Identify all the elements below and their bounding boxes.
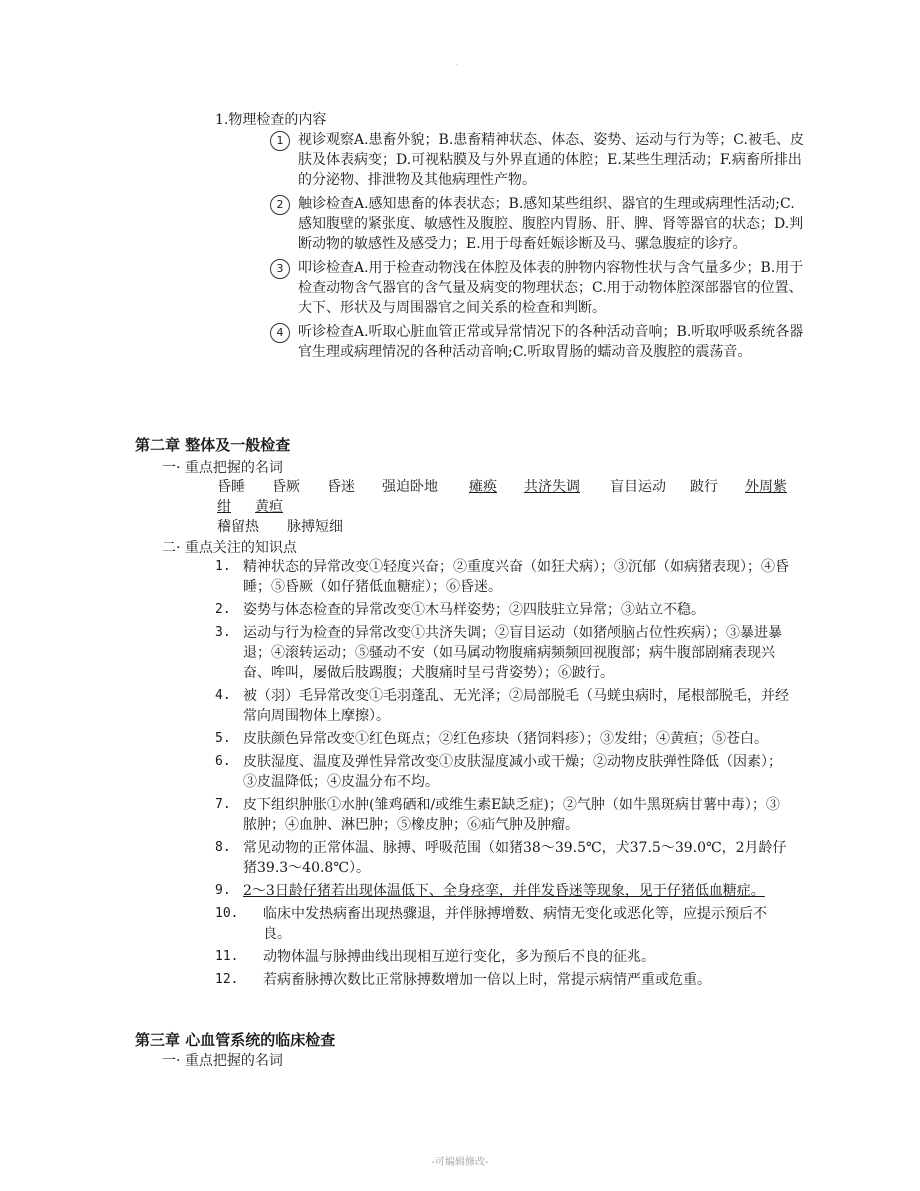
point-number: 8. [215, 840, 231, 855]
point-item [215, 729, 790, 749]
point-number: 11. [215, 949, 239, 964]
list-item-text: 叩诊检查A.用于检查动物浅在体腔及体表的肿物内容物性状与含气量多少；B.用于检查动物含气器官的含气量及病变的物理状态；C.用于动物体腔深部器官的位置、大下、形状及与周围器官之间关系的检查和判断。 [298, 260, 804, 316]
point-text: 皮肤颜色异常改变①红色斑点；②红色疹块（猪饲料疹）；③发绀；④黄疸；⑤苍白。 [243, 731, 768, 747]
point-text: 皮肤湿度、温度及弹性异常改变①皮肤湿度减小或干燥；②动物皮肤弹性降低（因素）；③皮温降低；④皮温分布不均。 [243, 754, 782, 790]
chapter-3-title: 第三章 心血管系统的临床检查 [135, 1031, 336, 1049]
term: 昏厥 [272, 479, 300, 495]
chapter-3-sub-1: 一· 重点把握的名词 [162, 1053, 283, 1069]
point-text: 被（羽）毛异常改变①毛羽蓬乱、无光泽；②局部脱毛（马蜣虫病时，尾根部脱毛，并经常向周围物体上摩擦）。 [243, 688, 789, 724]
list-item-text: 听诊检查A.听取心脏血管正常或异常情况下的各种活动音响；B.听取呼吸系统各器官生理或病理情况的各种活动音响;C.听取胃肠的蠕动音及腹腔的震荡音。 [298, 324, 804, 360]
exam-list [270, 130, 805, 362]
point-text: 临床中发热病畜出现热骤退，并伴脉搏增数、病情无变化或恶化等，应提示预后不良。 [263, 906, 767, 942]
point-item [215, 795, 790, 835]
term: 黄疸 [255, 499, 283, 515]
term: 强迫卧地 [382, 479, 438, 495]
term: 脉搏短细 [287, 519, 343, 535]
point-item [215, 904, 790, 944]
list-item [270, 258, 805, 318]
point-text: 姿势与体态检查的异常改变①木马样姿势；②四肢驻立异常；③站立不稳。 [243, 602, 705, 618]
point-item [215, 686, 790, 726]
list-item-text: 视诊观察A.患畜外貌；B.患畜精神状态、体态、姿势、运动与行为等；C.被毛、皮肤及体表病变；D.可视粘膜及与外界直通的体腔；E.某些生理活动；F.病畜所排出的分泌物、排泄物及其他病理性产物。 [298, 132, 804, 188]
point-item [215, 752, 790, 792]
knowledge-points [215, 557, 790, 993]
circled-number: 1 [270, 131, 290, 151]
term: 昏睡 [217, 479, 245, 495]
list-item [270, 194, 805, 254]
point-number: 2. [215, 602, 231, 617]
term: 稽留热 [217, 519, 259, 535]
point-number: 10. [215, 906, 239, 921]
point-item [215, 623, 790, 683]
point-number: 9. [215, 883, 231, 898]
circled-number: 4 [270, 323, 290, 343]
term: 瘫痪 [469, 479, 497, 495]
point-item [215, 557, 790, 597]
term: 绀 [217, 499, 231, 515]
section-heading: 1.物理检查的内容 [215, 112, 327, 128]
list-item [270, 130, 805, 190]
page-mark: . [455, 58, 458, 67]
point-item [215, 970, 790, 990]
point-number: 6. [215, 754, 231, 769]
term: 昏迷 [327, 479, 355, 495]
chapter-2-sub-1: 一· 重点把握的名词 [162, 460, 283, 476]
page-footer: -可编辑修改- [431, 1157, 489, 1168]
chapter-2-title: 第二章 整体及一般检查 [135, 436, 291, 454]
list-item [270, 322, 805, 362]
point-number: 3. [215, 625, 231, 640]
term: 共济失调 [524, 479, 580, 495]
point-item [215, 881, 790, 901]
chapter-2-sub-2: 二· 重点关注的知识点 [162, 540, 297, 556]
point-number: 5. [215, 731, 231, 746]
point-text: 运动与行为检查的异常改变①共济失调；②盲目运动（如猪颅脑占位性疾病）；③暴进暴退；④滚转运动；⑤骚动不安（如马属动物腹痛病频频回视腹部；病牛腹部剧痛表现兴奋、哞叫，屡做后肢踢腹；犬腹痛时呈弓背姿势）；⑥跛行。 [243, 625, 782, 681]
term: 盲目运动 [610, 479, 666, 495]
term: 外周紫 [745, 479, 787, 495]
point-text: 若病畜脉搏次数比正常脉搏数增加一倍以上时，常提示病情严重或危重。 [263, 972, 711, 988]
term: 跛行 [690, 479, 718, 495]
point-text: 常见动物的正常体温、脉搏、呼吸范围（如猪38～39.5℃，犬37.5～39.0℃，2月龄仔猪39.3～40.8℃）。 [243, 840, 787, 876]
point-text: 2～3日龄仔猪若出现体温低下、全身痉挛，并伴发昏迷等现象，见于仔猪低血糖症。 [243, 883, 765, 899]
point-number: 12. [215, 972, 239, 987]
circled-number: 2 [270, 195, 290, 215]
point-number: 7. [215, 797, 231, 812]
point-text: 精神状态的异常改变①轻度兴奋；②重度兴奋（如狂犬病）；③沉郁（如病猪表现）；④昏睡；⑤昏厥（如仔猪低血糖症）；⑥昏迷。 [243, 559, 789, 595]
point-item [215, 838, 790, 878]
point-number: 1. [215, 559, 231, 574]
circled-number: 3 [270, 259, 290, 279]
list-item-text: 触诊检查A.感知患畜的体表状态；B.感知某些组织、器官的生理或病理性活动;C.感知腹壁的紧张度、敏感性及腹腔、腹腔内胃肠、肝、脾、肾等器官的状态；D.判断动物的敏感性及感受力；E.用于母畜妊娠诊断及马、骡急腹症的诊疗。 [298, 196, 804, 252]
section-physical-exam [215, 110, 805, 366]
point-number: 4. [215, 688, 231, 703]
point-text: 皮下组织肿胀①水肿(雏鸡硒和/或维生素E缺乏症)；②气肿（如牛黑斑病甘薯中毒）；③脓肿；④血肿、淋巴肿；⑤橡皮肿；⑥疝气肿及肿瘤。 [243, 797, 780, 833]
point-text: 动物体温与脉搏曲线出现相互逆行变化，多为预后不良的征兆。 [263, 949, 655, 965]
point-item [215, 947, 790, 967]
point-item [215, 600, 790, 620]
